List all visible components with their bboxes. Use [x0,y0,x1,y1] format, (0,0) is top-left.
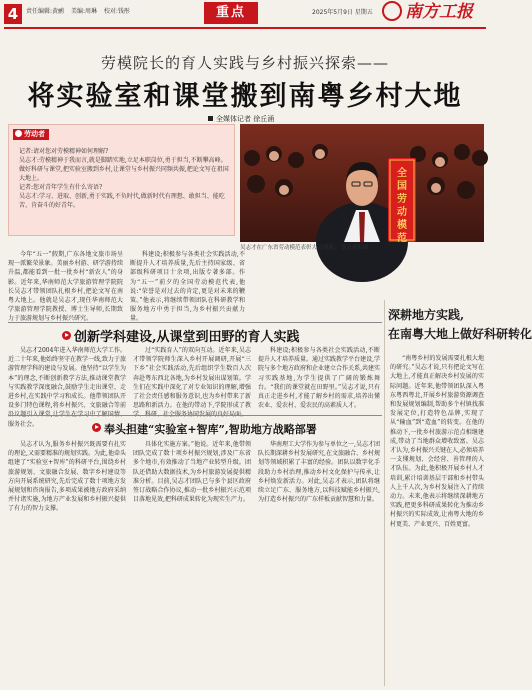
article-kicker: 劳模院长的育人实践与乡村振兴探索—— [100,54,389,72]
intro-left-text: 今年“五一”假期,广东各地文旅市场呈现一派繁荣景象。美丽乡村游、研学游持续升温,都能看到一批一批乡村“新农人”的身影。近年来,华南师范大学旅游管理学院院长吴志才带领团队扎根乡村,把论文写在南粤大地上。他就是吴志才,现任华南师范大学旅游管理学院教授、博士生导师,长期致力于旅游规划与乡村振兴研究。 [8,251,123,323]
section-2-title-text: 奉头担建“实验室+智库”,智助地方战略部署 [104,423,317,436]
column-2a [133,346,251,410]
section-marker-icon [62,331,71,340]
column-1b [8,440,126,686]
byline [208,114,274,124]
award-photo-image [240,124,484,242]
column-4-text: “南粤乡村的发展需要扎根大地的研究。”吴志才说,只有把论文写在大地上,才能真正解决乡村发展的实际问题。近年来,他带领团队深入粤东粤西粤北,开展乡村旅游资源调查和发展规划编制,帮助多个村镇找准发展定位,打造特色品牌,实现了从“输血”到“造血”的转变。在他的推动下,一批乡村旅游示范点相继建成,带动了当地群众增收致富。吴志才认为,乡村振兴关键在人,必须培养一支懂规划、会经营、善管理的人才队伍。为此,他积极开展乡村人才培训,累计培训基层干部和乡村带头人上千人次,为乡村发展注入了持续动力。未来,他表示将继续深耕地方实践,把更多科研成果转化为推动乡村振兴的实际成效,让南粤大地的乡村更美、产业更兴、百姓更富。 [390,355,484,528]
banner-char: 范 [397,233,407,244]
banner-char: 动 [397,207,407,218]
column-3b [258,440,380,686]
banner-char: 国 [397,181,407,192]
right-title-line-2: 在南粤大地上做好科研转化 [388,327,532,341]
right-section-title [388,306,532,342]
column-2a-text: 过“实践育人”的双向互动。近年来,吴志才带领学院师生深入乡村开展调研,开展“三下乡”社会实践活动,先后组织学生数百人次奔赴粤东西北各地,为乡村发展出谋划策。学生们在实践中深化了对专业知识的理解,增强了社会责任感和服务意识,也为乡村带来了新思路和新活力。在他的带动下,学院形成了教 [133,347,251,410]
intro-mid-text: 科建设;积极参与各类社会实践活动,不断提升人才培养质量,先后主持国家级、省部级科研项目十余项,出版专著多部。作为“五一”前夕的全国劳动模范代表,他说:“荣誉是对过去的肯定,更是对未来的鞭策。”他表示,将继续带领团队在科研教学和服务地方中勇于担当,为乡村振兴贡献力量。 [130,251,245,323]
banner-char: 劳 [397,194,407,205]
award-photo [240,124,484,242]
section-marker-icon [92,423,101,432]
column-3a [258,346,380,410]
column-1a-text: 吴志才2004年进入华南师范大学工作。近二十年来,他始终坚守在教学一线,致力于旅游管理学科的建设与发展。他坚持“以学生为本”的理念,不断创新教学方法,推动课堂教学与实践教学深度融合,鼓励学生走出课堂、走进乡村,在实践中学习和成长。他带领团队开设多门特色课程,将乡村振兴、文旅融合等前 服务社会。 [8,347,126,428]
column-1b-text: 吴志才认为,服务乡村振兴既需要有扎实的理论,又需要精准的规划实践。为此,他牵头组建了“实验室+智库”的科研平台,围绕乡村旅游规划、文旅融合发展、数字乡村建设等方向开展系统研究,先后完成了数十项地方发展规划和咨询报告,多项成果被地方政府采纳并付诸实施,为地方产业发展和乡村振兴提供了有力的智力支撑。 [8,441,126,513]
profile-tag [13,129,49,140]
column-2b-text: 具体化实施方案。”他说。近年来,他带领团队完成了数十项乡村振兴规划,涉及广东省多个地市,有效推动了当地产业转型升级。团队还借助大数据技术,为乡村旅游发展提供精准分析。目前,吴志才团队已与多个县区政府签订战略合作协议,推动一批乡村振兴示范项目落地见效,把科研成果转化为现实生产力。 [133,441,251,504]
editor-credits [26,6,135,15]
banner-char: 全 [397,168,407,179]
column-divider [384,300,385,686]
column-4 [390,354,484,686]
section-1-rule [8,322,382,323]
credit-proofreader: 校对:钱彤 [103,8,130,15]
logo-text: 南方工报 [405,2,473,22]
header-rule [4,27,486,29]
intro-mid-column [130,250,245,323]
article-headline: 将实验室和课堂搬到南粤乡村大地 [27,81,463,112]
profile-question-1: 记者:请对您对劳模精神如何理解? [19,148,109,155]
section-label: 重点 [204,2,258,24]
profile-answer-2: 吴志才:学习、进取、创新,勇于实践,不负时代,做新时代有理想、敢担当、能吃苦、肯奋斗的好青年。 [19,193,225,209]
right-title-line-1: 深耕地方实践, [388,308,465,322]
section-2-rule [8,415,382,416]
byline-text: 全媒体记者 徐丘涌 [216,115,275,123]
issue-date: 2025年5月9日 星期五 [312,9,373,16]
section-1-title-text: 创新学科建设,从课堂到田野的育人实践 [74,330,300,345]
credit-designer: 美编:周琳 [70,8,97,15]
section-2-title [92,421,317,437]
worker-icon [15,130,22,137]
newspaper-logo [382,0,486,24]
photo-caption: 吴志才在广东省劳动模范表彰大会现场。 受访者供图 [240,245,369,251]
profile-question-2: 记者:您对青年学生有什么寄语? [19,184,103,191]
profile-qa [19,147,229,210]
intro-left-column [8,250,123,323]
page-header [0,0,490,30]
credit-editor: 责任编辑:黄鹂 [26,8,65,15]
section-1-title [62,326,300,345]
column-1a [8,346,126,428]
profile-box [8,124,235,236]
column-2b [133,440,251,686]
profile-answer-1: 吴志才:劳模精神于我而言,就是脚踏实地,立足本职岗位,勇于担当,不断攀高峰。做好科研与课堂,把实验室搬到乡村,让课堂与乡村振兴同频共振,把论文写在祖国大地上。 [19,157,229,182]
logo-icon [382,1,402,21]
column-3b-text: 华南理工大学作为参与单位之一,吴志才团队长期深耕乡村发展研究,在文旅融合、乡村规划等领域积累了丰富的经验。团队以数字化手段助力乡村治理,推动乡村文化保护与传承,让乡村焕发新活力。对此,吴志才表示,团队将继续立足广东、服务地方,以科技赋能乡村振兴,为打造乡村振兴的广东样板贡献智慧和力量。 [258,441,380,504]
profile-tag-label: 劳动者 [24,130,45,138]
page-number: 4 [4,4,22,24]
byline-square-icon [208,116,213,121]
column-3a-text: 科建设;积极参与各类社会实践活动,不断提升人才培养质量。通过实践教学平台建设,学院与多个地方政府和企业建立合作关系,共建实习实践基地,为学生提供了广阔的锻炼舞台。“我们的课堂就在田野里。”吴志才说,只有真正走进乡村,才能了解乡村的需求,培养出懂农业、爱农村、爱农民的高素质人才。 [258,347,380,410]
banner-char: 模 [397,220,407,231]
